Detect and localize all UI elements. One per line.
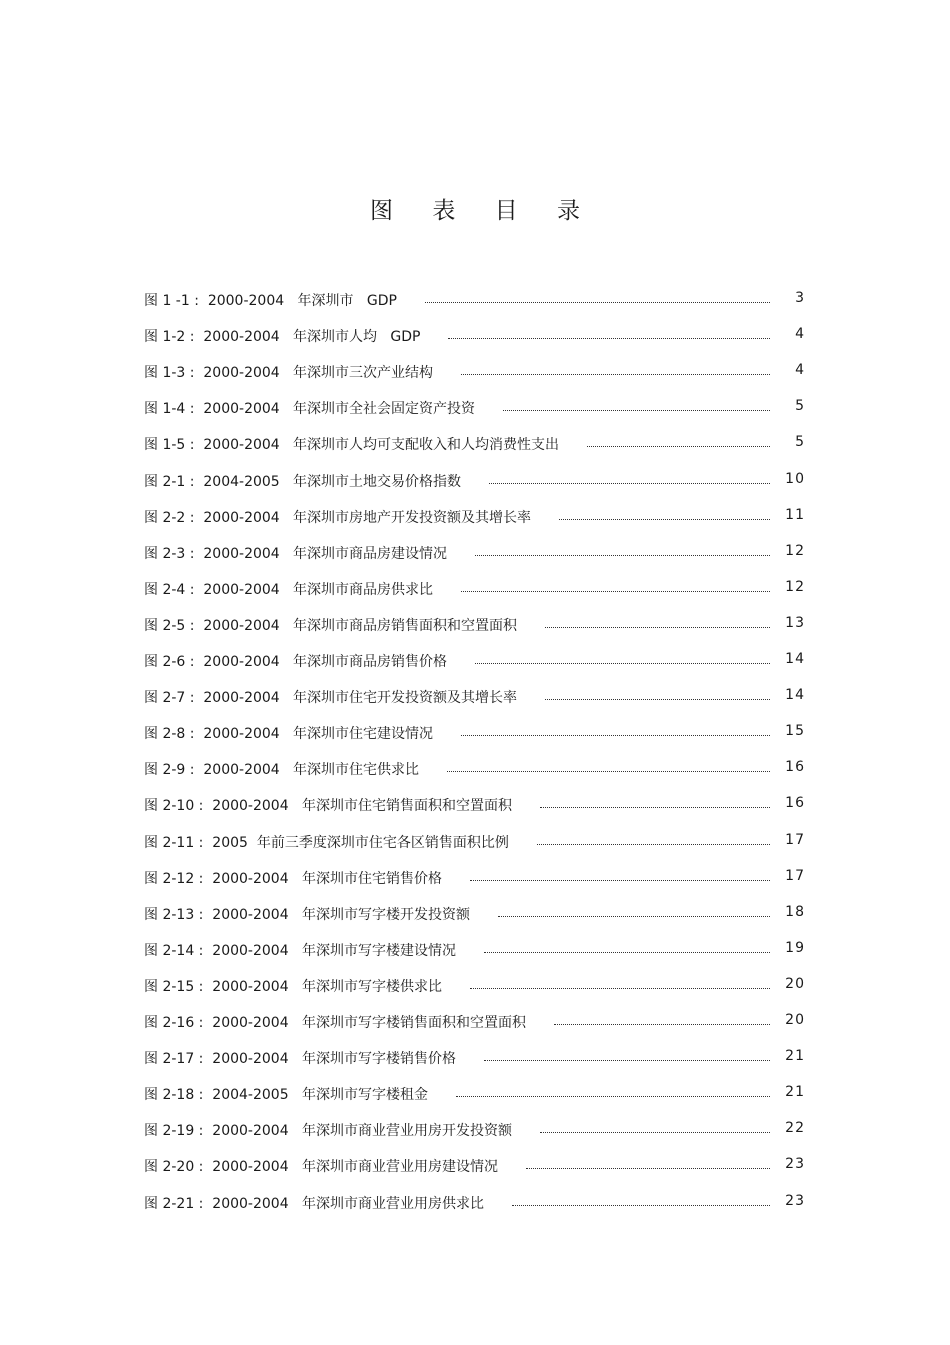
dot-leader — [461, 374, 770, 375]
toc-entry-label: 图 2-12 : 2000-2004 年深圳市住宅销售价格 — [144, 870, 442, 887]
toc-entry[interactable] — [0, 499, 950, 535]
toc-entry-page: 23 — [785, 1156, 805, 1173]
toc-entry-label: 图 2-2 : 2000-2004 年深圳市房地产开发投资额及其增长率 — [144, 509, 532, 526]
toc-entry-label: 图 1-2 : 2000-2004 年深圳市人均 GDP — [144, 329, 421, 346]
toc-entry-label: 图 2-9 : 2000-2004 年深圳市住宅供求比 — [144, 762, 420, 779]
toc-entry-label: 图 2-7 : 2000-2004 年深圳市住宅开发投资额及其增长率 — [144, 690, 518, 707]
toc-entry-page: 14 — [785, 651, 805, 667]
dot-leader — [540, 1132, 770, 1133]
toc-entry-label: 图 2-14 : 2000-2004 年深圳市写字楼建设情况 — [144, 942, 456, 959]
toc-entry-page: 20 — [785, 1012, 805, 1028]
toc-entry-label: 图 2-11 : 2005 年前三季度深圳市住宅各区销售面积比例 — [144, 834, 509, 851]
dot-leader — [484, 1060, 770, 1061]
toc-entry-label: 图 2-15 : 2000-2004 年深圳市写字楼供求比 — [144, 978, 442, 995]
toc-entry[interactable] — [0, 463, 950, 499]
toc-entry-label: 图 1-5 : 2000-2004 年深圳市人均可支配收入和人均消费性支出 — [144, 437, 560, 454]
toc-entry[interactable] — [0, 1148, 950, 1184]
dot-leader — [475, 555, 770, 556]
dot-leader — [456, 1096, 770, 1097]
dot-leader — [475, 663, 770, 664]
dot-leader — [526, 1168, 770, 1169]
toc-entry-page: 18 — [785, 903, 805, 920]
toc-entry[interactable] — [0, 1004, 950, 1040]
toc-entry[interactable] — [0, 896, 950, 932]
toc-entry-label: 图 1-3 : 2000-2004 年深圳市三次产业结构 — [144, 365, 434, 382]
dot-leader — [470, 988, 770, 989]
toc-entry[interactable] — [0, 787, 950, 823]
toc-entry-page: 22 — [785, 1120, 805, 1137]
toc-entry-label: 图 2-4 : 2000-2004 年深圳市商品房供求比 — [144, 581, 434, 598]
toc-entry-page: 17 — [785, 867, 805, 884]
toc-entry[interactable] — [0, 1185, 950, 1221]
toc-entry-label: 图 2-10 : 2000-2004 年深圳市住宅销售面积和空置面积 — [144, 798, 512, 815]
toc-entry-label: 图 2-8 : 2000-2004 年深圳市住宅建设情况 — [144, 726, 434, 743]
toc-entry-page: 12 — [785, 578, 805, 595]
dot-leader — [587, 446, 770, 447]
toc-entry[interactable] — [0, 282, 950, 318]
toc-entry-page: 4 — [795, 326, 805, 343]
toc-entry[interactable] — [0, 535, 950, 571]
dot-leader — [540, 807, 770, 808]
toc-entry-label: 图 1-4 : 2000-2004 年深圳市全社会固定资产投资 — [144, 401, 476, 418]
toc-entry[interactable] — [0, 354, 950, 390]
dot-leader — [447, 771, 770, 772]
toc-entry[interactable] — [0, 1040, 950, 1076]
dot-leader — [470, 880, 770, 881]
toc-entry-page: 23 — [785, 1192, 805, 1209]
dot-leader — [489, 483, 770, 484]
toc-entry-page: 16 — [785, 795, 805, 812]
dot-leader — [448, 338, 770, 339]
toc-entry-label: 图 2-21 : 2000-2004 年深圳市商业营业用房供求比 — [144, 1195, 484, 1212]
dot-leader — [503, 410, 770, 411]
dot-leader — [537, 844, 770, 845]
toc-entry-page: 10 — [785, 470, 805, 487]
dot-leader — [461, 591, 770, 592]
toc-entry[interactable] — [0, 1076, 950, 1112]
toc-entry[interactable] — [0, 932, 950, 968]
toc-entry[interactable] — [0, 968, 950, 1004]
toc-entry[interactable] — [0, 715, 950, 751]
toc-entry[interactable] — [0, 751, 950, 787]
toc-entry-label: 图 2-16 : 2000-2004 年深圳市写字楼销售面积和空置面积 — [144, 1015, 526, 1031]
toc-entry[interactable] — [0, 824, 950, 860]
toc-entry[interactable] — [0, 1112, 950, 1148]
toc-entry-page: 21 — [785, 1048, 805, 1065]
toc-entry-page: 3 — [795, 290, 805, 306]
page-title: 图 表 目 录 — [370, 198, 596, 224]
toc-entry-label: 图 2-6 : 2000-2004 年深圳市商品房销售价格 — [144, 654, 448, 670]
toc-entry-page: 13 — [785, 614, 805, 631]
dot-leader — [545, 699, 770, 700]
toc-entry-page: 17 — [785, 831, 805, 848]
toc-entry[interactable] — [0, 860, 950, 896]
toc-entry[interactable] — [0, 607, 950, 643]
dot-leader — [512, 1205, 770, 1206]
toc-entry-label: 图 2-1 : 2004-2005 年深圳市土地交易价格指数 — [144, 473, 462, 490]
toc-entry-page: 4 — [795, 362, 805, 379]
toc-entry-label: 图 2-18 : 2004-2005 年深圳市写字楼租金 — [144, 1087, 428, 1104]
dot-leader — [559, 519, 770, 520]
dot-leader — [554, 1024, 770, 1025]
toc-entry-page: 11 — [785, 506, 805, 523]
toc-entry-label: 图 2-20 : 2000-2004 年深圳市商业营业用房建设情况 — [144, 1159, 498, 1176]
toc-entry-page: 5 — [795, 398, 805, 415]
toc-entry-page: 20 — [785, 975, 805, 992]
toc-entry-page: 5 — [795, 434, 805, 451]
toc-entry-page: 19 — [785, 939, 805, 956]
toc-entry[interactable] — [0, 643, 950, 679]
toc-entry-label: 图 1 -1 : 2000-2004 年深圳市 GDP — [144, 293, 397, 309]
toc-entry-label: 图 2-17 : 2000-2004 年深圳市写字楼销售价格 — [144, 1051, 456, 1068]
toc-entry-page: 12 — [785, 542, 805, 559]
toc-entry-page: 15 — [785, 723, 805, 740]
toc-entry-label: 图 2-19 : 2000-2004 年深圳市商业营业用房开发投资额 — [144, 1123, 512, 1140]
toc-entry[interactable] — [0, 571, 950, 607]
dot-leader — [545, 627, 770, 628]
toc-entry[interactable] — [0, 426, 950, 462]
dot-leader — [484, 952, 770, 953]
toc-entry[interactable] — [0, 390, 950, 426]
toc-entry-label: 图 2-3 : 2000-2004 年深圳市商品房建设情况 — [144, 545, 448, 562]
toc-entry[interactable] — [0, 318, 950, 354]
toc-entry-label: 图 2-5 : 2000-2004 年深圳市商品房销售面积和空置面积 — [144, 617, 518, 634]
toc-entry[interactable] — [0, 679, 950, 715]
toc-entry-page: 16 — [785, 759, 805, 776]
dot-leader — [461, 735, 770, 736]
toc-entry-page: 21 — [785, 1084, 805, 1101]
toc-entry-label: 图 2-13 : 2000-2004 年深圳市写字楼开发投资额 — [144, 906, 470, 923]
dot-leader — [425, 302, 770, 303]
toc-entry-page: 14 — [785, 687, 805, 704]
dot-leader — [498, 916, 770, 917]
